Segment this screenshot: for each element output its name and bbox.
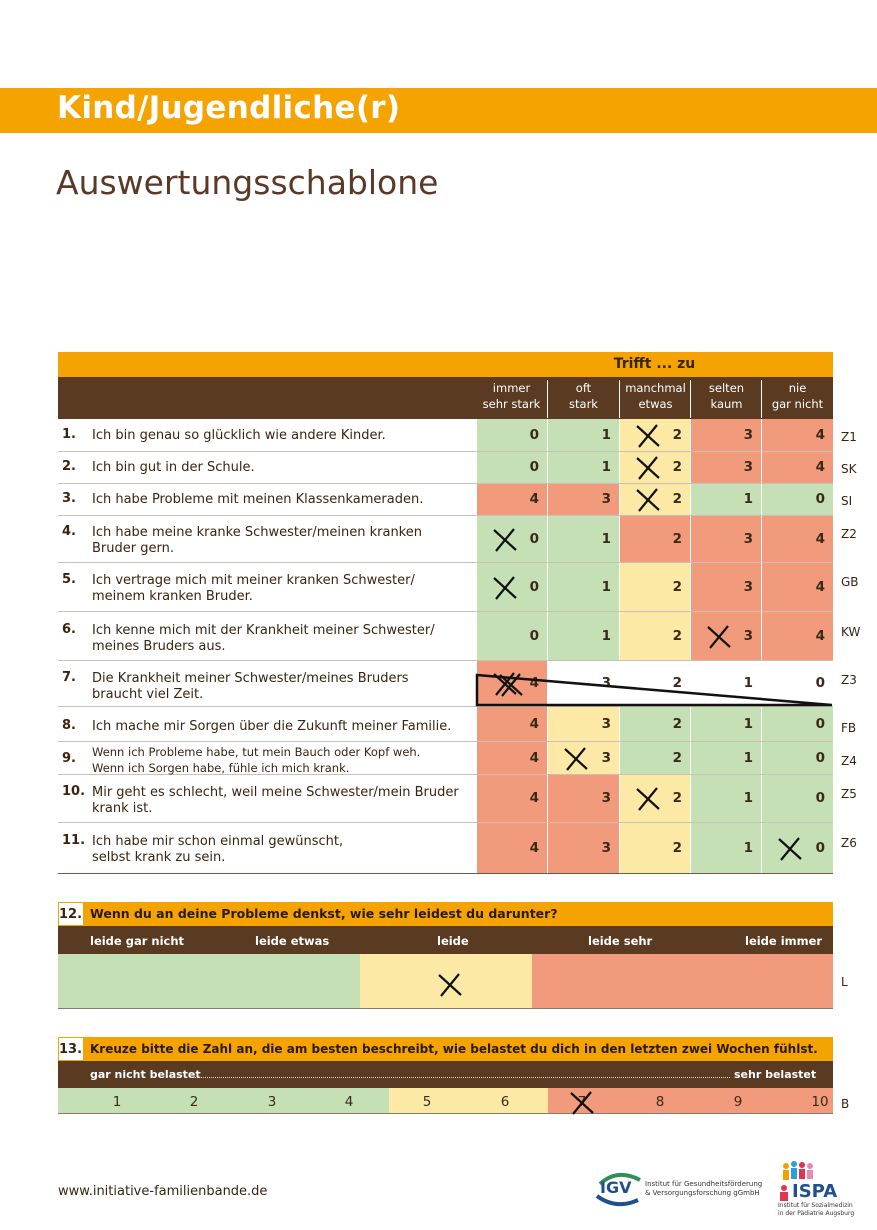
row-question: Ich bin genau so glücklich wie andere Kinder. [92,428,386,443]
score-value: 3 [743,530,753,547]
row-question: Ich habe meine kranke Schwester/meinen kranken Bruder gern. [92,525,422,556]
column-header-oft: oft stark [547,380,619,418]
q13-scale-4[interactable]: 4 [344,1094,354,1110]
q13-scale-10[interactable]: 10 [811,1094,829,1110]
row-number: 9. [62,751,76,766]
score-value: 3 [743,578,753,595]
score-value: 3 [601,675,611,691]
q12-label-leide-etwas: leide etwas [255,934,330,948]
q12-label-leide: leide [437,934,469,948]
score-value: 3 [743,459,753,475]
score-value: 1 [743,491,753,507]
row-question: Ich vertrage mich mit meiner kranken Schwester/ meinem kranken Bruder. [92,573,415,604]
row-question: Ich bin gut in der Schule. [92,460,255,475]
score-value: 2 [672,749,682,766]
score-value: 0 [815,790,825,806]
score-value: 0 [529,426,539,443]
score-value: 4 [529,675,539,691]
row-question: Ich habe Probleme mit meinen Klassenkameraden. [92,492,424,507]
q13-scale-7[interactable]: 7 [577,1094,587,1110]
score-value: 4 [529,790,539,806]
score-value: 1 [601,627,611,644]
q13-title: Kreuze bitte die Zahl an, die am besten beschreibt, wie belastet du dich in den letzten zwei Wochen fühlst. [90,1042,818,1056]
q13-number: 13. [58,1037,84,1061]
score-value: 2 [672,459,682,475]
q12-code: L [841,975,848,989]
table-group-header: Trifft ... zu [613,356,696,372]
q13-scale-5[interactable]: 5 [422,1094,432,1110]
row-number: 1. [62,427,76,442]
q12-number: 12. [58,902,84,926]
score-value: 4 [529,491,539,507]
row-number: 2. [62,459,76,474]
score-value: 1 [743,715,753,732]
score-value: 0 [529,459,539,475]
igv-institute-name: Institut für Gesundheitsförderung & Versorgungsforschung gGmbH [645,1180,763,1197]
q13-code: B [841,1097,850,1111]
q12-label-leide-immer: leide immer [745,934,823,948]
q12-zone-red[interactable] [532,954,833,1008]
score-value: 4 [529,839,539,856]
column-header-immer: immer sehr stark [482,381,541,411]
q12-zone-green[interactable] [58,954,360,1008]
q13-scale-8[interactable]: 8 [655,1094,665,1110]
score-value: 2 [672,491,682,507]
q13-label-left: gar nicht belastet [90,1068,201,1081]
score-value: 0 [815,715,825,732]
score-value: 1 [743,790,753,806]
footer-url[interactable]: www.initiative-familienbande.de [58,1184,268,1199]
score-value: 2 [672,426,682,443]
q12-bottom-rule [58,1008,833,1009]
row7-triangle-annotation [470,670,840,710]
score-value: 4 [815,578,825,595]
row-code: KW [841,625,861,639]
column-header-nie: nie gar nicht [761,380,833,418]
row-divider [58,873,833,874]
ispa-logo-text: ISPA [792,1181,838,1202]
score-value: 1 [743,749,753,766]
row-code: Z3 [841,673,857,687]
row-number: 11. [62,833,86,848]
score-value: 0 [529,578,539,595]
row-number: 6. [62,622,76,637]
score-value: 3 [743,426,753,443]
q12-label-leide-gar-nicht: leide gar nicht [90,934,185,948]
row-number: 7. [62,670,76,685]
row-question: Die Krankheit meiner Schwester/meines Bruders braucht viel Zeit. [92,671,409,702]
page-title: Kind/Jugendliche(r) [57,90,401,126]
score-value: 2 [672,627,682,644]
igv-logo-text: IGV [600,1178,632,1197]
q12-label-leide-sehr: leide sehr [588,934,653,948]
score-value: 3 [601,839,611,856]
score-value: 2 [672,839,682,856]
score-value: 2 [672,530,682,547]
ispa-institute-name: Institut für Sozialmedizin in der Pädiatrie Augsburg [778,1202,855,1217]
q12-zone-yellow[interactable] [360,954,532,1008]
row-code: Z2 [841,527,857,541]
score-value: 1 [601,578,611,595]
row-code: SI [841,494,853,508]
row-code: SK [841,462,857,476]
score-value: 0 [529,627,539,644]
score-value: 0 [815,491,825,507]
score-value: 3 [743,627,753,644]
column-header-selten: selten kaum [690,380,762,418]
row-question: Ich mache mir Sorgen über die Zukunft meiner Familie. [92,719,452,734]
q13-scale-3[interactable]: 3 [267,1094,277,1110]
column-header-manchmal: manchmal etwas [619,380,691,418]
q13-label-right: sehr belastet [734,1068,817,1081]
row-code: FB [841,721,857,735]
q13-bottom-rule [58,1113,833,1114]
row-code: Z6 [841,836,857,850]
q13-scale-6[interactable]: 6 [500,1094,510,1110]
score-value: 4 [815,627,825,644]
ispa-red-figure-icon [778,1184,790,1202]
score-value: 1 [743,675,753,691]
score-value: 0 [815,749,825,766]
score-value: 2 [672,790,682,806]
row-question: Mir geht es schlecht, weil meine Schwester/mein Bruder krank ist. [92,785,459,816]
page-subtitle: Auswertungsschablone [56,163,439,202]
score-value: 1 [601,459,611,475]
score-value: 4 [815,459,825,475]
score-value: 0 [815,675,825,691]
q13-scale-9[interactable]: 9 [733,1094,743,1110]
score-value: 4 [815,426,825,443]
row-number: 8. [62,718,76,733]
score-value: 3 [601,790,611,806]
score-value: 0 [529,530,539,547]
row-question: Wenn ich Probleme habe, tut mein Bauch oder Kopf weh. Wenn ich Sorgen habe, fühle ich mich krank. [92,745,421,775]
q12-title: Wenn du an deine Probleme denkst, wie sehr leidest du darunter? [90,906,558,921]
score-value: 2 [672,578,682,595]
score-value: 4 [815,530,825,547]
score-value: 3 [601,715,611,732]
row-number: 4. [62,524,76,539]
score-value: 1 [601,530,611,547]
score-value: 3 [601,491,611,507]
row-code: GB [841,575,859,589]
q13-scale-1[interactable]: 1 [112,1094,122,1110]
row-number: 10. [62,784,86,799]
score-value: 1 [601,426,611,443]
score-value: 2 [672,675,682,691]
row-number: 5. [62,572,76,587]
score-value: 1 [743,839,753,856]
row-code: Z4 [841,754,857,768]
score-value: 4 [529,715,539,732]
row-question: Ich kenne mich mit der Krankheit meiner Schwester/ meines Bruders aus. [92,623,435,654]
score-value: 3 [601,749,611,766]
score-value: 4 [529,749,539,766]
row-code: Z1 [841,430,857,444]
row-question: Ich habe mir schon einmal gewünscht, selbst krank zu sein. [92,834,344,865]
q13-scale-2[interactable]: 2 [189,1094,199,1110]
row-code: Z5 [841,787,857,801]
row-number: 3. [62,491,76,506]
score-value: 0 [815,839,825,856]
q13-dotted-leader [190,1077,730,1078]
score-value: 2 [672,715,682,732]
